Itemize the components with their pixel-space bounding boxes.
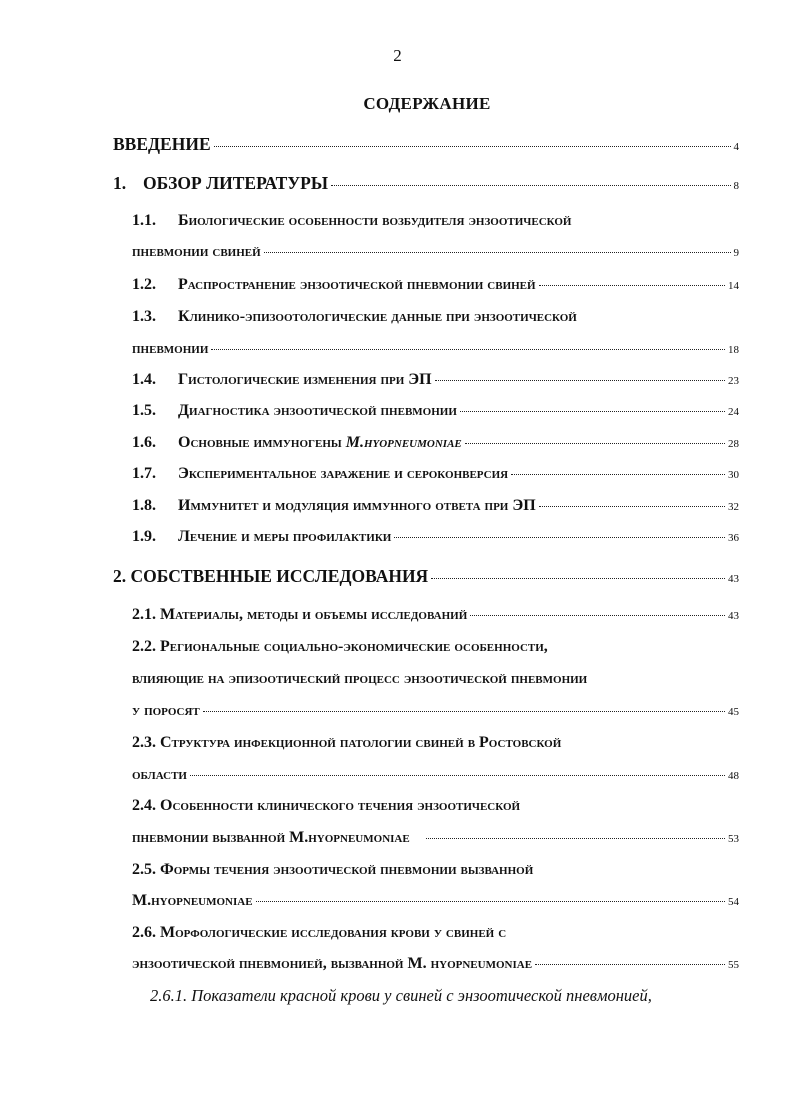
toc-entry-2-2[interactable] [132,702,739,720]
toc-page: 24 [728,406,739,418]
toc-leader [211,349,725,350]
toc-entry-1-8[interactable] [132,497,739,515]
toc-leader [435,380,725,381]
toc-entry-chapter-1[interactable] [113,173,739,194]
toc-page: 30 [728,469,739,481]
toc-entry-2-6-line1[interactable]: 2.6. Морфологические исследования крови у свиней с [132,924,507,941]
page-number: 2 [393,46,402,65]
toc-entry-2-6[interactable] [132,955,739,973]
toc-entry-2-3[interactable] [132,766,739,784]
toc-entry-intro[interactable] [113,134,739,155]
toc-entry-1-6[interactable] [132,434,739,452]
toc-page: 14 [728,280,739,292]
toc-page: 45 [728,706,739,718]
toc-leader [190,775,725,776]
toc-entry-1-2[interactable] [132,276,739,294]
toc-label: энзоотической пневмонией, вызванной M. hyopneumoniae [132,955,533,972]
toc-page: 8 [733,180,739,192]
toc-label: ВВЕДЕНИЕ [113,134,211,154]
toc-label: 1.8. Иммунитет и модуляция иммунного ответа при ЭП [132,497,536,514]
toc-label: 1.9. Лечение и меры профилактики [132,528,392,545]
toc-entry-2-3-line1[interactable]: 2.3. Структура инфекционной патологии свиней в Ростовской [132,734,562,751]
toc-label: 1.6. Основные иммуногены M.hyopneumoniae [132,434,462,451]
toc-page: 18 [728,344,739,356]
toc-label: Клинико-эпизоотологические данные при энзоотической [178,308,577,325]
toc-page: 23 [728,375,739,387]
toc-leader [465,443,725,444]
toc-label: 2.1. Материалы, методы и объемы исследований [132,606,468,623]
toc-entry-2-6-1[interactable]: 2.6.1. Показатели красной крови у свиней с энзоотической пневмонией, [150,986,652,1005]
toc-page: 43 [728,610,739,622]
toc-label-italic: M.hyopneumoniae [345,434,462,451]
toc-leader [331,185,730,186]
toc-leader [394,537,725,538]
toc-label: 2. СОБСТВЕННЫЕ ИССЛЕДОВАНИЯ [113,566,429,586]
toc-page: 28 [728,438,739,450]
toc-number: 1. [113,173,127,193]
toc-page: 55 [728,959,739,971]
toc-label: 1.4. Гистологические изменения при ЭП [132,371,432,388]
toc-entry-1-1[interactable] [132,243,739,261]
toc-label: 1.5. Диагностика энзоотической пневмонии [132,402,457,419]
toc-page: 36 [728,532,739,544]
toc-number: 1.7. [132,465,156,482]
toc-page: 54 [728,896,739,908]
toc-leader [426,838,725,839]
toc-leader [539,285,725,286]
toc-entry-2-5[interactable] [132,892,739,910]
toc-entry-2-4-line1[interactable]: 2.4. Особенности клинического течения энзоотической [132,797,521,814]
toc-leader [460,411,725,412]
toc-entry-1-4[interactable] [132,371,739,389]
toc-number: 1.6. [132,434,156,451]
toc-entry-1-7[interactable] [132,465,739,483]
toc-entry-1-9[interactable] [132,528,739,546]
toc-label: у поросят [132,702,200,719]
toc-title: СОДЕРЖАНИЕ [363,94,491,113]
toc-label: пневмонии свиней [132,243,261,260]
toc-label: пневмонии [132,340,209,357]
toc-label: 1.7. Экспериментальное заражение и сероконверсия [132,465,509,482]
toc-entry-chapter-2[interactable] [113,566,739,587]
toc-page: 32 [728,501,739,513]
toc-number: 1.5. [132,402,156,419]
toc-number: 1.2. [132,276,156,293]
toc-leader [264,252,731,253]
toc-number: 1.3. [132,308,156,325]
toc-entry-2-1[interactable] [132,606,739,624]
toc-entry-1-5[interactable] [132,402,739,420]
toc-page: 4 [733,141,739,153]
toc-leader [535,964,725,965]
toc-label: пневмонии вызванной M.hyopneumoniae [132,829,410,846]
toc-entry-2-2-line1[interactable]: 2.2. Региональные социально-экономические особенности, [132,638,548,655]
toc-leader [511,474,725,475]
toc-entry-1-3[interactable] [132,340,739,358]
toc-entry-2-4[interactable] [132,829,739,847]
toc-entry-1-3-line1[interactable] [132,308,577,326]
toc-entry-2-5-line1[interactable]: 2.5. Формы течения энзоотической пневмонии вызванной [132,861,534,878]
toc-entry-1-1-line1[interactable] [132,212,571,230]
toc-label: M.hyopneumoniae [132,892,253,909]
toc-leader [256,901,725,902]
toc-leader [203,711,725,712]
toc-number: 1.1. [132,212,156,229]
toc-leader [470,615,725,616]
toc-page: 9 [733,247,739,259]
toc-page: 53 [728,833,739,845]
toc-label: 1. ОБЗОР ЛИТЕРАТУРЫ [113,173,329,193]
toc-page: 43 [728,573,739,585]
toc-number: 1.4. [132,371,156,388]
toc-leader [214,146,731,147]
toc-label: 1.2. Распространение энзоотической пневмонии свиней [132,276,536,293]
toc-entry-2-2-line2[interactable]: влияющие на эпизоотический процесс энзоотической пневмонии [132,670,588,687]
toc-number: 1.9. [132,528,156,545]
toc-label: области [132,766,187,783]
toc-label: Биологические особенности возбудителя энзоотической [178,212,572,229]
toc-leader [431,578,725,579]
toc-page: 48 [728,770,739,782]
toc-number: 1.8. [132,497,156,514]
toc-leader [539,506,725,507]
